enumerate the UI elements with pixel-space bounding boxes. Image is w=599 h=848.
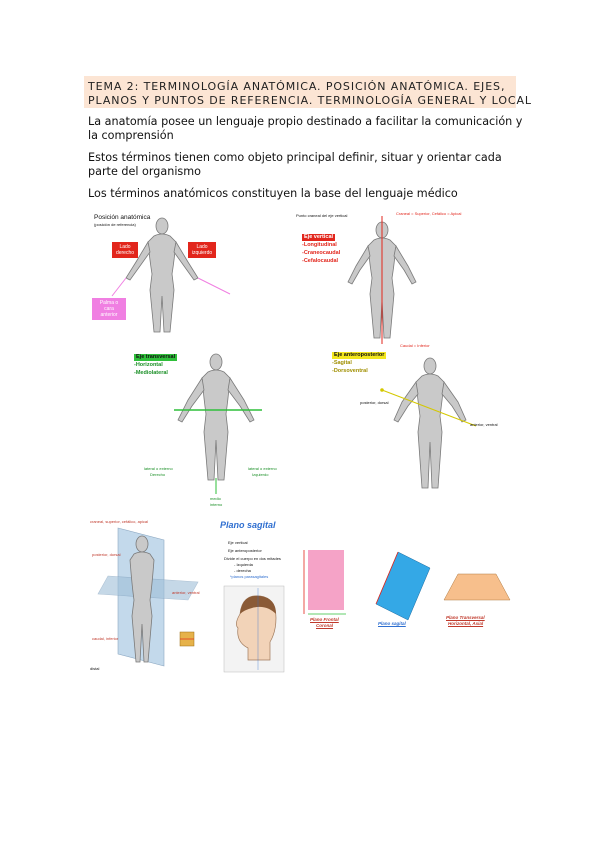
- fig3-item-2: -Mediolateral: [134, 370, 168, 376]
- title-line-1: TEMA 2: TERMINOLOGÍA ANATÓMICA. POSICIÓN ANATÓMICA. EJES,: [88, 80, 506, 93]
- fig2-item-1: -Longitudinal: [302, 242, 337, 248]
- figure-sagittal-plane: [222, 518, 288, 674]
- fig5-top: craneal, superior, cefálico, apical: [90, 519, 149, 524]
- fig5-bottom: distal: [90, 666, 100, 671]
- fig3-right-1: lateral o externo: [248, 466, 277, 471]
- palm-tag: Palma o cara anterior: [92, 298, 126, 320]
- fig3-left-1: lateral o externo: [144, 466, 173, 471]
- figure-transverse-axis: [128, 348, 288, 513]
- fig7-sagital: Plano sagital: [378, 621, 406, 626]
- fig1-subtitle: (posición de referencia): [94, 222, 136, 227]
- human-figure-front: [90, 212, 240, 342]
- fig4-axis-title: Eje anteroposterior: [334, 352, 385, 358]
- figure-anteroposterior-axis: [330, 350, 520, 500]
- figure-body-planes: [88, 516, 208, 674]
- figure-anatomical-position: [90, 212, 240, 342]
- fig6-line-6: *planos parasagitales: [230, 574, 269, 579]
- fig5-caudal: caudal, inferior: [92, 636, 119, 641]
- title-line-2: PLANOS Y PUNTOS DE REFERENCIA. TERMINOLOGÍA GENERAL Y LOCAL: [88, 94, 532, 107]
- fig7-transversal-2: Horizontal, Axial: [448, 621, 484, 626]
- fig2-axis-title: Eje vertical: [304, 234, 334, 240]
- fig6-line-2: Eje anteroposterior: [228, 548, 262, 553]
- fig7-transversal-1: Plano Transversal: [446, 615, 485, 620]
- fig2-item-3: -Cefalocaudal: [302, 258, 339, 264]
- fig6-line-4: - Izquierda: [234, 562, 253, 567]
- left-side-tag: Lado izquierdo: [188, 242, 216, 258]
- figure-three-planes: [296, 540, 516, 640]
- fig3-left-2: Derecho: [150, 472, 166, 477]
- fig2-bottom: Caudal = Inferior: [400, 343, 430, 348]
- fig3-bottom-1: medio: [210, 496, 221, 501]
- fig7-frontal-2: Coronal: [316, 623, 334, 628]
- fig6-line-1: Eje vertical: [228, 540, 248, 545]
- fig4-left: posterior, dorsal: [360, 400, 389, 405]
- fig6-title: Plano sagital: [220, 520, 276, 530]
- fig6-line-3: Divide el cuerpo en dos mitades: [224, 556, 281, 561]
- fig7-frontal-1: Plano Frontal: [310, 617, 339, 622]
- fig4-item-1: -Sagital: [332, 360, 352, 366]
- fig6-line-5: - derecha: [234, 568, 251, 573]
- fig2-item-2: -Craneocaudal: [302, 250, 341, 256]
- fig3-right-2: Izquierdo: [252, 472, 269, 477]
- human-figure-vertical: [296, 210, 496, 350]
- fig5-posterior: posterior, dorsal: [92, 552, 121, 557]
- fig3-bottom-2: interno: [210, 502, 223, 507]
- figure-vertical-axis: [296, 210, 496, 350]
- fig3-item-1: -Horizontal: [134, 362, 163, 368]
- paragraph-3: Los términos anatómicos constituyen la base del lenguaje médico: [88, 187, 458, 200]
- fig2-top-right: Craneal = Superior, Cefálico = Apical: [396, 211, 462, 216]
- paragraph-2: Estos términos tienen como objeto principal definir, situar y orientar cada parte del organismo: [88, 151, 502, 178]
- fig5-anterior: anterior, ventral: [172, 590, 200, 595]
- right-side-tag: Lado derecho: [112, 242, 138, 258]
- head-illustration: [222, 584, 288, 674]
- body-planes-illustration: [88, 516, 208, 674]
- fig4-right: anterior, ventral: [470, 422, 498, 427]
- paragraph-1: La anatomía posee un lenguaje propio destinado a facilitar la comunicación y la comprensión: [88, 115, 523, 142]
- fig4-item-2: -Dorsoventral: [332, 368, 368, 374]
- fig3-axis-title: Eje transversal: [136, 354, 176, 360]
- fig2-top-left: Punto craneal del eje vertical: [296, 213, 348, 218]
- fig1-title: Posición anatómica: [94, 214, 151, 221]
